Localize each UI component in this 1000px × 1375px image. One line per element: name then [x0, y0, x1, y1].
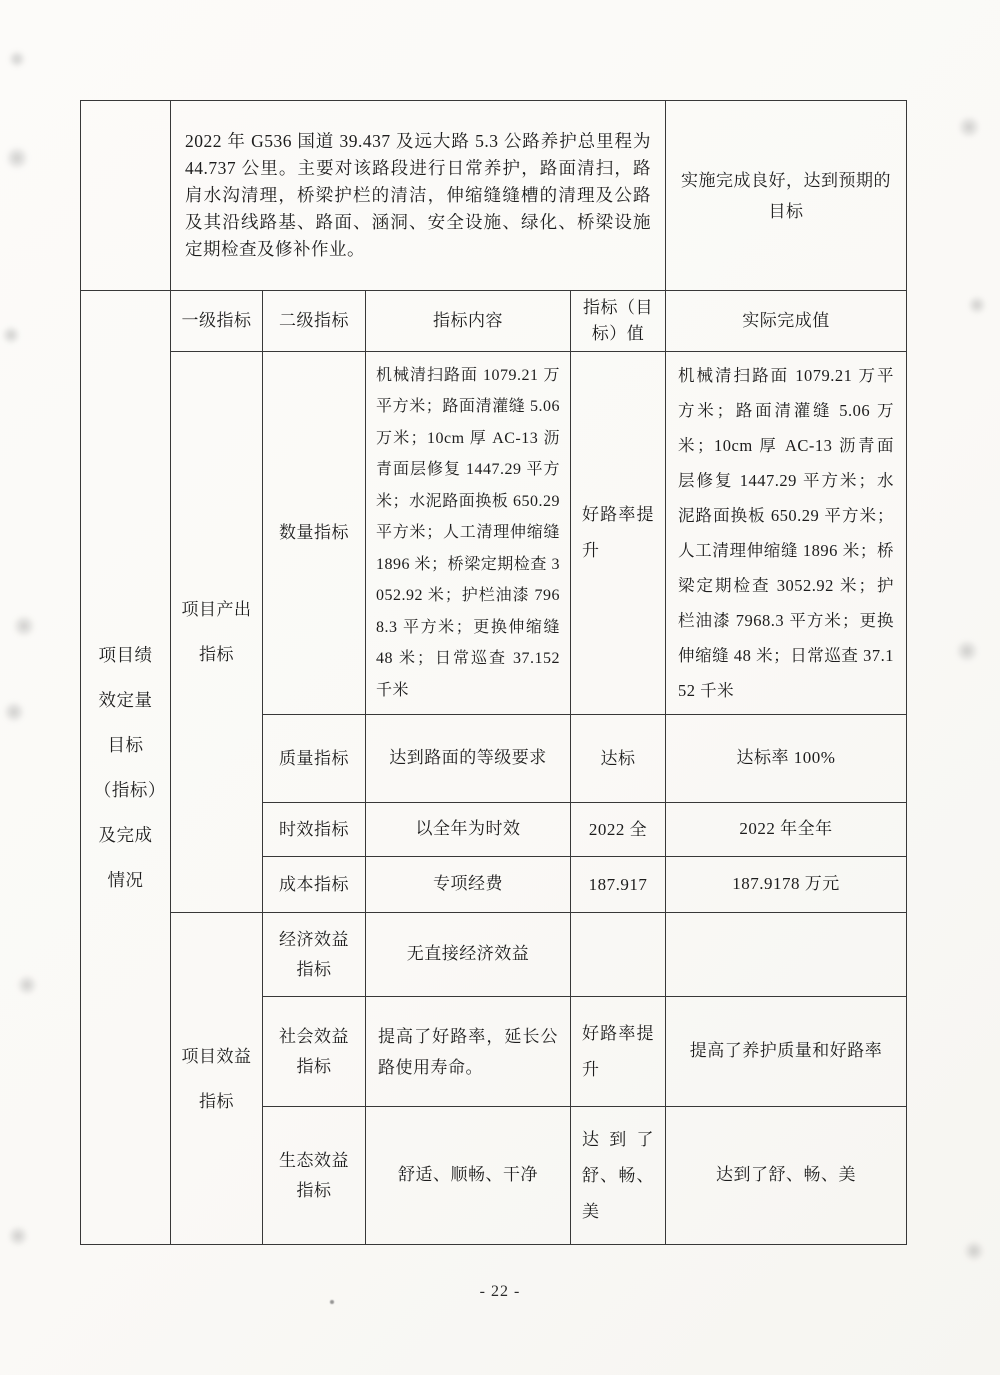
header-actual: 实际完成值 [666, 291, 907, 352]
ecology-benefit-target: 达到了舒、畅、美 [571, 1107, 666, 1245]
economic-benefit-content: 无直接经济效益 [366, 913, 571, 997]
scan-artifact [16, 975, 38, 995]
summary-row [81, 101, 907, 291]
time-indicator-content: 以全年为时效 [366, 803, 571, 857]
quality-indicator-target: 达标 [571, 715, 666, 803]
cost-indicator-content: 专项经费 [366, 857, 571, 913]
performance-table [80, 100, 907, 1245]
header-row [81, 291, 907, 352]
scan-artifact [958, 115, 980, 139]
quality-indicator-content: 达到路面的等级要求 [366, 715, 571, 803]
scan-artifact [8, 1225, 28, 1247]
scan-artifact [6, 145, 28, 171]
scan-artifact [968, 295, 986, 315]
header-level1: 一级指标 [171, 291, 263, 352]
benefit-indicators-label: 项目效益指标 [171, 913, 263, 1245]
quality-indicator-label: 质量指标 [263, 715, 366, 803]
scan-artifact [12, 615, 36, 637]
implementation-result: 实施完成良好，达到预期的目标 [666, 101, 907, 291]
header-level2: 二级指标 [263, 291, 366, 352]
output-indicators-label: 项目产出指标 [171, 352, 263, 913]
scan-artifact [4, 700, 24, 724]
project-description: 2022 年 G536 国道 39.437 及远大路 5.3 公路养护总里程为 44.737 公里。主要对该路段进行日常养护，路面清扫，路肩水沟清理，桥梁护栏的清洁，伸缩缝缝槽的清理及公路及其沿线路基、路面、涵洞、安全设施、绿化、桥梁设施定期检查及修补作业。 [171, 101, 666, 291]
economic-benefit-label: 经济效益指标 [263, 913, 366, 997]
ecology-benefit-content: 舒适、顺畅、干净 [366, 1107, 571, 1245]
quantity-indicator-row [81, 352, 907, 715]
cost-indicator-target: 187.917 [571, 857, 666, 913]
quantity-indicator-label: 数量指标 [263, 352, 366, 715]
quantity-indicator-content: 机械清扫路面 1079.21 万平方米；路面清灌缝 5.06 万米；10cm 厚 AC-13 沥青面层修复 1447.29 平方米；水泥路面换板 650.29 平方米；人工清理伸缩缝 1896 米；桥梁定期检查 3052.92 米；护栏油漆 7968.3 平方米；更换伸缩缝 48 米；日常巡查 37.152 千米 [366, 352, 571, 715]
cost-indicator-actual: 187.9178 万元 [666, 857, 907, 913]
corner-empty-cell [81, 101, 171, 291]
economic-benefit-target [571, 913, 666, 997]
quantity-indicator-target: 好路率提升 [571, 352, 666, 715]
social-benefit-actual: 提高了养护质量和好路率 [666, 997, 907, 1107]
scan-artifact [964, 1240, 984, 1262]
ecology-benefit-actual: 达到了舒、畅、美 [666, 1107, 907, 1245]
page-number: - 22 - [479, 1283, 521, 1300]
scan-artifact [8, 50, 26, 68]
quantity-indicator-actual: 机械清扫路面 1079.21 万平方米；路面清灌缝 5.06 万米；10cm 厚 AC-13 沥青面层修复 1447.29 平方米；水泥路面换板 650.29 平方米；人工清理伸缩缝 1896 米；桥梁定期检查 3052.92 米；护栏油漆 7968.3 平方米；更换伸缩缝 48 米；日常巡查 37.152 千米 [666, 352, 907, 715]
scan-artifact [955, 640, 979, 662]
time-indicator-target: 2022 全 [571, 803, 666, 857]
economic-benefit-actual [666, 913, 907, 997]
economic-benefit-row [81, 913, 907, 997]
time-indicator-actual: 2022 年全年 [666, 803, 907, 857]
time-indicator-label: 时效指标 [263, 803, 366, 857]
header-target: 指标（目标）值 [571, 291, 666, 352]
ecology-benefit-label: 生态效益指标 [263, 1107, 366, 1245]
header-content: 指标内容 [366, 291, 571, 352]
social-benefit-label: 社会效益指标 [263, 997, 366, 1107]
section-label: 项目绩效定量目标（指标）及完成情况 [81, 291, 171, 1245]
cost-indicator-label: 成本指标 [263, 857, 366, 913]
social-benefit-content: 提高了好路率，延长公路使用寿命。 [366, 997, 571, 1107]
scan-artifact [2, 325, 20, 345]
quality-indicator-actual: 达标率 100% [666, 715, 907, 803]
social-benefit-target: 好路率提升 [571, 997, 666, 1107]
